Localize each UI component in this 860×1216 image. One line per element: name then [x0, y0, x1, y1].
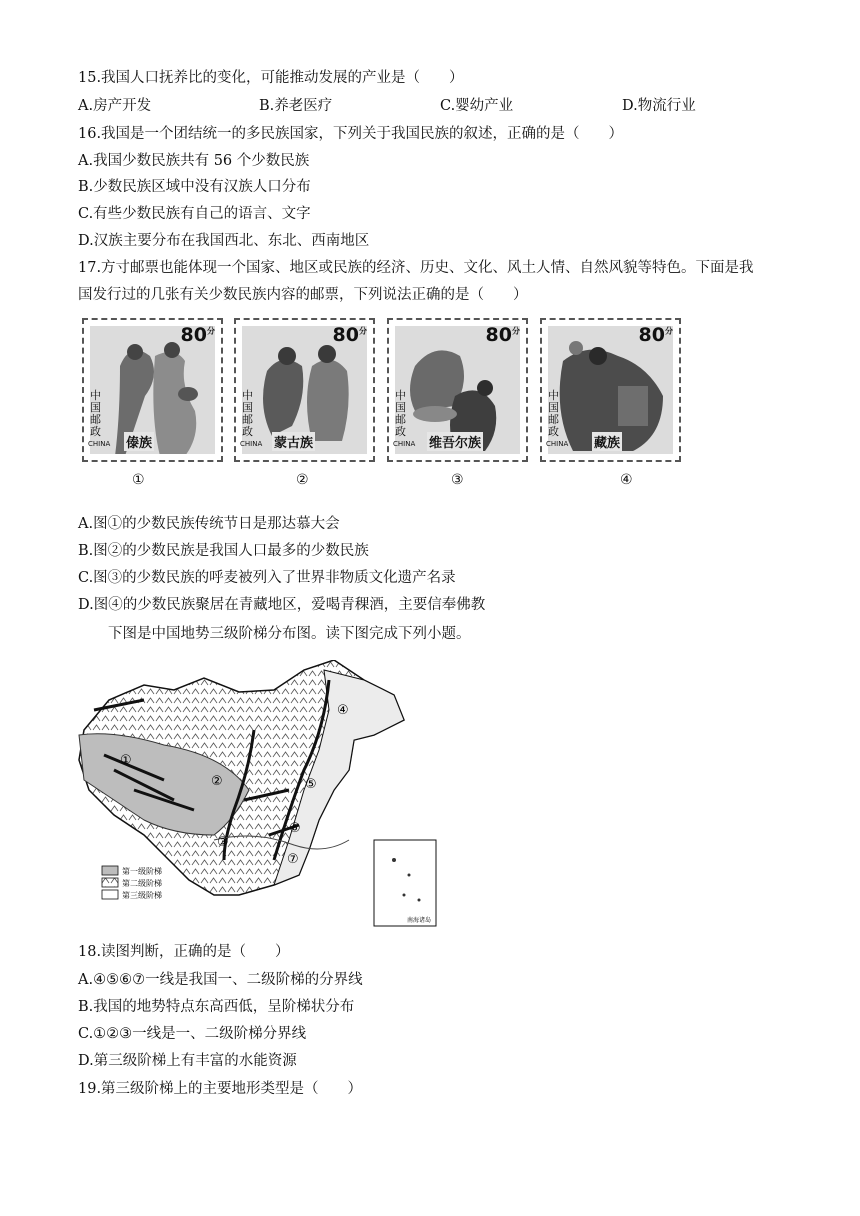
q16-option-c: C.有些少数民族有自己的语言、文字: [78, 206, 311, 222]
stamp-ethnic-name: 藏族: [592, 432, 622, 451]
stamp-post-label: 中国邮政: [242, 389, 253, 438]
q18-stem: 18.读图判断，正确的是（ ）: [78, 944, 290, 960]
stamp-number: ①: [132, 472, 145, 488]
q17-option-c: C.图③的少数民族的呼麦被列入了世界非物质文化遗产名录: [78, 570, 456, 586]
q16-option-a: A.我国少数民族共有 56 个少数民族: [78, 153, 310, 169]
marker-7: ⑦: [287, 852, 299, 867]
q15-option-b: B.养老医疗: [259, 98, 333, 114]
q19-stem: 19.第三级阶梯上的主要地形类型是（ ）: [78, 1081, 363, 1097]
stamp-post-label: 中国邮政: [90, 389, 101, 438]
legend-step-3: 第三级阶梯: [122, 891, 162, 900]
china-map-illustration: [74, 660, 446, 932]
map-intro: 下图是中国地势三级阶梯分布图。读下图完成下列小题。: [108, 626, 471, 642]
inset-label: 南海诸岛: [407, 917, 432, 924]
stamp-figure: [82, 318, 692, 500]
stamp-ethnic-name: 蒙古族: [272, 432, 315, 451]
stamp-ethnic-name: 维吾尔族: [427, 432, 483, 451]
stamp-china-label: CHINA: [546, 440, 569, 448]
marker-5: ⑤: [305, 777, 317, 792]
q18-option-d: D.第三级阶梯上有丰富的水能资源: [78, 1053, 297, 1069]
marker-2: ②: [211, 774, 223, 789]
q17-option-a: A.图①的少数民族传统节日是那达慕大会: [78, 516, 340, 532]
q15-option-c: C.婴幼产业: [440, 98, 514, 114]
q16-stem: 16.我国是一个团结统一的多民族国家，下列关于我国民族的叙述，正确的是（ ）: [78, 126, 624, 142]
q16-option-b: B.少数民族区域中没有汉族人口分布: [78, 179, 311, 195]
q15-stem: 15.我国人口抚养比的变化，可能推动发展的产业是（ ）: [78, 70, 464, 86]
legend-step-1: 第一级阶梯: [122, 867, 162, 876]
stamp-number: ②: [296, 472, 309, 488]
q17-option-b: B.图②的少数民族是我国人口最多的少数民族: [78, 543, 369, 559]
stamp-dai: $80^分$ 中国邮政 CHINA 傣族 ①: [82, 318, 223, 462]
q17-stem-line1: 17.方寸邮票也能体现一个国家、地区或民族的经济、历史、文化、风土人情、自然风貌等特色。下面是我: [78, 260, 754, 276]
q18-option-a: A.④⑤⑥⑦一线是我国一、二级阶梯的分界线: [78, 972, 363, 988]
marker-4: ④: [337, 703, 349, 718]
stamp-ethnic-name: 傣族: [124, 432, 154, 451]
q15-option-d: D.物流行业: [622, 98, 696, 114]
stamp-china-label: CHINA: [393, 440, 416, 448]
terrain-steps-map: [74, 660, 446, 932]
stamp-china-label: CHINA: [240, 440, 263, 448]
stamp-china-label: CHINA: [88, 440, 111, 448]
q16-option-d: D.汉族主要分布在我国西北、东北、西南地区: [78, 233, 370, 249]
legend-step-2: 第二级阶梯: [122, 879, 162, 888]
stamp-uyghur: $80^分$ 中国邮政 CHINA 维吾尔族 ③: [387, 318, 528, 462]
marker-1: ①: [120, 753, 132, 768]
stamp-value: 80: [638, 324, 665, 346]
stamp-post-label: 中国邮政: [395, 389, 406, 438]
stamp-number: ③: [451, 472, 464, 488]
q15-option-a: A.房产开发: [78, 98, 152, 114]
q17-stem-line2: 国发行过的几张有关少数民族内容的邮票，下列说法正确的是（ ）: [78, 287, 528, 303]
stamp-value: 80: [180, 324, 207, 346]
stamp-tibetan: $80^分$ 中国邮政 CHINA 藏族 ④: [540, 318, 681, 462]
q18-option-c: C.①②③一线是一、二级阶梯分界线: [78, 1026, 307, 1042]
q18-option-b: B.我国的地势特点东高西低，呈阶梯状分布: [78, 999, 355, 1015]
stamp-mongol: $80^分$ 中国邮政 CHINA 蒙古族 ②: [234, 318, 375, 462]
q17-option-d: D.图④的少数民族聚居在青藏地区，爱喝青稞酒，主要信奉佛教: [78, 597, 486, 613]
stamp-number: ④: [620, 472, 633, 488]
stamp-value: 80: [485, 324, 512, 346]
marker-6: ⑥: [289, 821, 301, 836]
stamp-post-label: 中国邮政: [548, 389, 559, 438]
stamp-value: 80: [332, 324, 359, 346]
marker-3: ③: [217, 835, 229, 850]
